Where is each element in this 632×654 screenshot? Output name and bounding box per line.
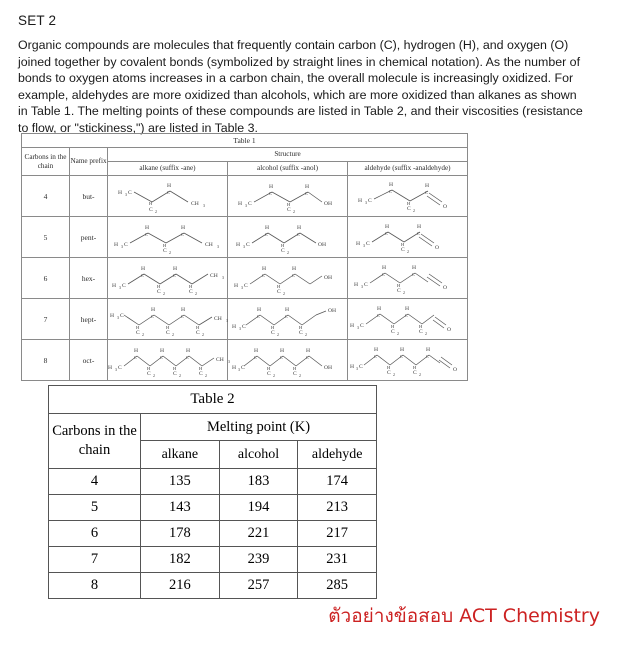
svg-text:H: H <box>396 283 400 288</box>
svg-text:H: H <box>110 313 115 319</box>
svg-text:2: 2 <box>195 292 197 296</box>
svg-text:3: 3 <box>244 204 247 208</box>
svg-text:H: H <box>235 242 240 248</box>
svg-text:C: C <box>186 355 189 360</box>
svg-text:H: H <box>173 366 177 371</box>
table-2-cell-alkane: 182 <box>141 547 220 573</box>
svg-text:C: C <box>240 365 245 371</box>
table-row <box>49 547 377 573</box>
svg-text:2: 2 <box>153 374 155 378</box>
table-1-cell-carbons: 5 <box>22 217 70 258</box>
table-2-cell-aldehyde: 285 <box>298 573 377 599</box>
svg-text:2: 2 <box>304 333 307 337</box>
svg-text:H: H <box>237 201 242 207</box>
svg-text:C: C <box>406 206 411 212</box>
svg-text:H: H <box>268 184 273 190</box>
svg-text:2: 2 <box>292 210 295 214</box>
table-2-cell-carbons: 6 <box>49 521 141 547</box>
svg-text:H: H <box>199 366 203 371</box>
svg-text:C: C <box>266 371 271 377</box>
table-2-header-alcohol: alcohol <box>219 441 298 469</box>
molecule-alkane-c7 <box>108 299 228 340</box>
svg-text:H: H <box>286 202 290 207</box>
svg-text:3: 3 <box>217 245 219 249</box>
table-row <box>22 176 468 217</box>
svg-text:C: C <box>284 314 288 319</box>
svg-text:C: C <box>134 355 137 360</box>
svg-text:C: C <box>196 330 200 336</box>
svg-text:C: C <box>124 242 128 248</box>
molecule-alkane-c4 <box>108 176 228 217</box>
table-2-cell-carbons: 4 <box>49 469 141 495</box>
svg-text:2: 2 <box>169 251 171 255</box>
svg-text:2: 2 <box>392 373 395 377</box>
svg-text:H: H <box>196 325 200 330</box>
table-2-cell-alcohol: 239 <box>219 547 298 573</box>
svg-text:O: O <box>442 285 447 291</box>
svg-text:O: O <box>446 327 451 333</box>
svg-text:O: O <box>434 245 439 251</box>
watermark-note: ตัวอย่างข้อสอบ ACT Chemistry <box>328 605 600 627</box>
table-2 <box>48 385 377 599</box>
table-2-cell-aldehyde: 213 <box>298 495 377 521</box>
svg-text:H: H <box>349 364 354 370</box>
table-2-cell-alcohol: 257 <box>219 573 298 599</box>
molecule-alkane-c5 <box>108 217 228 258</box>
svg-text:C: C <box>418 329 423 335</box>
svg-text:C: C <box>386 370 391 376</box>
table-1-header-prefix: Name prefix <box>70 148 108 176</box>
table-1-cell-prefix: oct- <box>70 340 108 381</box>
table-1-cell-prefix: hept- <box>70 299 108 340</box>
svg-text:CH: CH <box>214 316 222 322</box>
svg-text:H: H <box>163 243 167 248</box>
svg-text:C: C <box>296 232 300 237</box>
molecule-alcohol-c4 <box>228 176 348 217</box>
svg-text:C: C <box>189 289 193 295</box>
passage-block <box>18 12 598 137</box>
svg-text:3: 3 <box>222 276 224 280</box>
svg-text:H: H <box>189 284 193 289</box>
svg-text:C: C <box>280 248 285 254</box>
svg-text:3: 3 <box>237 368 240 372</box>
svg-text:C: C <box>365 241 370 247</box>
svg-text:C: C <box>173 273 176 278</box>
svg-text:C: C <box>304 191 308 196</box>
svg-text:2: 2 <box>412 209 415 213</box>
svg-text:2: 2 <box>402 291 405 295</box>
svg-text:H: H <box>388 182 393 188</box>
table-1-cell-carbons: 7 <box>22 299 70 340</box>
table-row <box>49 414 377 441</box>
svg-text:C: C <box>256 314 260 319</box>
svg-text:C: C <box>291 273 295 278</box>
svg-text:CH: CH <box>191 201 199 207</box>
table-row <box>22 299 468 340</box>
table-2-cell-aldehyde: 231 <box>298 547 377 573</box>
table-2-header-carbons: Carbons in the chain <box>49 414 141 469</box>
svg-text:H: H <box>280 243 284 248</box>
molecule-alkane-c6 <box>108 258 228 299</box>
svg-text:H: H <box>381 265 386 271</box>
svg-text:3: 3 <box>125 193 127 197</box>
svg-text:3: 3 <box>226 319 228 323</box>
svg-text:C: C <box>416 231 420 236</box>
svg-text:C: C <box>141 273 144 278</box>
svg-text:OH: OH <box>327 308 336 314</box>
svg-text:C: C <box>151 314 154 319</box>
table-row <box>22 134 468 148</box>
table-row <box>22 258 468 299</box>
svg-text:2: 2 <box>298 374 301 378</box>
svg-text:C: C <box>400 247 405 253</box>
svg-text:C: C <box>199 371 203 377</box>
svg-text:H: H <box>270 325 274 330</box>
svg-text:CH: CH <box>210 273 218 279</box>
svg-text:H: H <box>292 366 296 371</box>
svg-text:3: 3 <box>240 286 243 290</box>
svg-text:C: C <box>268 191 272 196</box>
svg-text:C: C <box>128 190 132 196</box>
table-1-cell-prefix: hex- <box>70 258 108 299</box>
svg-text:H: H <box>266 366 270 371</box>
svg-text:C: C <box>157 289 161 295</box>
table-1-header-alkane: alkane (suffix -ane) <box>108 162 228 176</box>
page-title: SET 2 <box>18 13 57 28</box>
svg-text:2: 2 <box>155 210 157 214</box>
svg-text:3: 3 <box>360 285 363 289</box>
svg-text:C: C <box>376 313 380 318</box>
svg-text:H: H <box>114 242 119 248</box>
svg-text:2: 2 <box>179 374 181 378</box>
molecule-aldehyde-c4 <box>348 176 468 217</box>
svg-text:H: H <box>108 365 113 371</box>
table-1-header-alcohol: alcohol (suffix -anol) <box>228 162 348 176</box>
table-1 <box>21 133 468 381</box>
svg-text:H: H <box>167 183 172 189</box>
svg-text:H: H <box>166 325 170 330</box>
svg-text:H: H <box>400 242 404 247</box>
table-2-header-alkane: alkane <box>141 441 220 469</box>
svg-text:2: 2 <box>202 333 204 337</box>
svg-text:C: C <box>122 283 126 289</box>
svg-text:C: C <box>145 232 148 237</box>
table-2-header-aldehyde: aldehyde <box>298 441 377 469</box>
svg-text:2: 2 <box>424 332 427 336</box>
table-2-cell-alkane: 143 <box>141 495 220 521</box>
molecule-aldehyde-c8 <box>348 340 468 381</box>
table-1-cell-carbons: 6 <box>22 258 70 299</box>
svg-text:OH: OH <box>317 242 326 248</box>
molecule-alcohol-c7 <box>228 299 348 340</box>
table-1-cell-prefix: pent- <box>70 217 108 258</box>
svg-text:H: H <box>349 323 354 329</box>
svg-text:C: C <box>163 248 167 254</box>
svg-text:C: C <box>118 365 122 371</box>
table-row <box>22 217 468 258</box>
svg-text:C: C <box>166 330 170 336</box>
svg-text:H: H <box>231 365 236 371</box>
table-row <box>49 495 377 521</box>
svg-text:C: C <box>241 324 246 330</box>
svg-text:H: H <box>181 307 186 313</box>
svg-text:H: H <box>384 224 389 230</box>
svg-text:2: 2 <box>163 292 165 296</box>
svg-text:H: H <box>261 266 266 272</box>
svg-text:2: 2 <box>272 374 275 378</box>
svg-text:H: H <box>276 284 280 289</box>
svg-text:C: C <box>181 314 184 319</box>
svg-text:C: C <box>286 207 291 213</box>
svg-text:C: C <box>367 198 372 204</box>
svg-text:C: C <box>412 370 417 376</box>
svg-text:C: C <box>384 231 388 236</box>
table-2-caption: Table 2 <box>49 386 377 414</box>
svg-text:H: H <box>412 365 416 370</box>
svg-text:OH: OH <box>323 365 332 371</box>
svg-text:C: C <box>261 273 265 278</box>
svg-text:C: C <box>270 330 275 336</box>
svg-text:H: H <box>118 190 123 196</box>
svg-text:C: C <box>253 355 257 360</box>
table-row <box>49 386 377 414</box>
table-2-cell-alcohol: 194 <box>219 495 298 521</box>
svg-text:H: H <box>418 324 422 329</box>
svg-text:C: C <box>305 355 309 360</box>
svg-text:3: 3 <box>121 245 123 249</box>
svg-text:2: 2 <box>282 292 285 296</box>
svg-text:C: C <box>264 232 268 237</box>
table-1-cell-carbons: 8 <box>22 340 70 381</box>
svg-text:3: 3 <box>364 201 367 205</box>
svg-text:C: C <box>396 288 401 294</box>
svg-text:H: H <box>399 347 404 353</box>
svg-text:H: H <box>284 307 289 313</box>
svg-text:H: H <box>181 225 186 231</box>
table-2-header-melting-point: Melting point (K) <box>141 414 377 441</box>
table-row <box>49 573 377 599</box>
svg-text:3: 3 <box>115 368 117 372</box>
molecule-aldehyde-c6 <box>348 258 468 299</box>
svg-text:H: H <box>425 347 430 353</box>
svg-text:OH: OH <box>323 275 332 281</box>
svg-text:C: C <box>160 355 163 360</box>
svg-text:C: C <box>358 364 363 370</box>
svg-text:H: H <box>145 225 150 231</box>
table-1-caption: Table 1 <box>22 134 468 148</box>
molecule-aldehyde-c5 <box>348 217 468 258</box>
svg-text:C: C <box>373 354 377 359</box>
table-2-cell-carbons: 5 <box>49 495 141 521</box>
svg-text:H: H <box>157 284 161 289</box>
svg-text:3: 3 <box>356 326 359 330</box>
table-2-cell-aldehyde: 217 <box>298 521 377 547</box>
svg-text:H: H <box>390 324 394 329</box>
molecule-alkane-c8 <box>108 340 228 381</box>
svg-text:C: C <box>279 355 283 360</box>
svg-text:C: C <box>390 329 395 335</box>
table-2-grid <box>48 385 377 599</box>
table-row <box>22 148 468 162</box>
svg-text:C: C <box>149 207 153 213</box>
svg-text:H: H <box>357 198 362 204</box>
svg-text:C: C <box>404 313 408 318</box>
svg-text:H: H <box>233 283 238 289</box>
svg-text:H: H <box>373 347 378 353</box>
svg-text:H: H <box>256 307 261 313</box>
svg-text:H: H <box>186 348 191 354</box>
table-row <box>49 521 377 547</box>
svg-text:O: O <box>442 204 447 210</box>
svg-text:C: C <box>363 282 368 288</box>
table-row <box>49 469 377 495</box>
svg-text:H: H <box>424 183 429 189</box>
svg-text:2: 2 <box>276 333 279 337</box>
svg-text:C: C <box>167 190 170 195</box>
svg-text:H: H <box>411 265 416 271</box>
svg-text:H: H <box>147 366 151 371</box>
svg-text:H: H <box>279 348 284 354</box>
table-2-cell-alkane: 178 <box>141 521 220 547</box>
svg-text:2: 2 <box>172 333 174 337</box>
svg-text:C: C <box>411 272 415 277</box>
svg-text:H: H <box>149 201 153 206</box>
svg-text:C: C <box>120 313 124 319</box>
svg-text:3: 3 <box>203 204 205 208</box>
svg-text:C: C <box>381 272 385 277</box>
svg-text:3: 3 <box>119 286 121 290</box>
svg-text:C: C <box>147 371 151 377</box>
svg-text:2: 2 <box>205 374 207 378</box>
svg-text:CH: CH <box>205 242 213 248</box>
svg-text:H: H <box>305 348 310 354</box>
svg-text:H: H <box>160 348 165 354</box>
molecule-alcohol-c6 <box>228 258 348 299</box>
svg-text:H: H <box>141 266 146 272</box>
svg-text:C: C <box>276 289 281 295</box>
table-2-cell-carbons: 7 <box>49 547 141 573</box>
svg-text:2: 2 <box>142 333 144 337</box>
svg-text:CH: CH <box>216 357 224 363</box>
svg-text:H: H <box>404 306 409 312</box>
svg-text:H: H <box>296 225 301 231</box>
svg-text:2: 2 <box>286 251 289 255</box>
svg-text:C: C <box>181 232 184 237</box>
svg-text:C: C <box>399 354 403 359</box>
svg-text:C: C <box>243 283 248 289</box>
svg-text:H: H <box>264 225 269 231</box>
table-2-cell-carbons: 8 <box>49 573 141 599</box>
svg-text:H: H <box>298 325 302 330</box>
svg-text:C: C <box>136 330 140 336</box>
table-1-header-structure: Structure <box>108 148 468 162</box>
table-2-cell-alkane: 135 <box>141 469 220 495</box>
svg-text:H: H <box>231 324 236 330</box>
table-1-header-aldehyde: aldehyde (suffix -analdehyde) <box>348 162 468 176</box>
svg-text:C: C <box>388 189 392 194</box>
table-2-cell-alcohol: 221 <box>219 521 298 547</box>
svg-text:3: 3 <box>238 327 241 331</box>
svg-text:C: C <box>298 330 303 336</box>
svg-text:H: H <box>136 325 140 330</box>
svg-text:H: H <box>353 282 358 288</box>
svg-text:O: O <box>452 367 457 373</box>
svg-text:H: H <box>173 266 178 272</box>
svg-text:H: H <box>376 306 381 312</box>
table-1-header-carbons: Carbons in the chain <box>22 148 70 176</box>
svg-text:2: 2 <box>396 332 399 336</box>
svg-text:H: H <box>304 184 309 190</box>
svg-text:H: H <box>134 348 139 354</box>
table-2-cell-alcohol: 183 <box>219 469 298 495</box>
svg-text:H: H <box>291 266 296 272</box>
svg-text:C: C <box>173 371 177 377</box>
svg-text:3: 3 <box>355 367 358 371</box>
table-1-cell-prefix: but- <box>70 176 108 217</box>
table-row <box>22 340 468 381</box>
svg-text:C: C <box>424 190 428 195</box>
table-2-cell-aldehyde: 174 <box>298 469 377 495</box>
svg-text:H: H <box>406 201 410 206</box>
svg-text:H: H <box>112 283 117 289</box>
passage-text: Organic compounds are molecules that frequently contain carbon (C), hydrogen (H), and oxygen (O) joined together by covalent bonds (symbolized by straight lines in chemical notation). As the number of bonds to oxygen atoms increases in a carbon chain, the overall molecule is increasingly oxidized. For example, aldehydes are more oxidized than alcohols, which are more oxidized than alkanes as shown in Table 1. The melting points of these compounds are listed in Table 2, and their viscosities (resistance to flow, or "stickiness,") are listed in Table 3. <box>18 38 583 135</box>
svg-text:C: C <box>292 371 297 377</box>
molecule-alcohol-c5 <box>228 217 348 258</box>
svg-text:H: H <box>386 365 390 370</box>
table-1-grid <box>21 133 468 381</box>
svg-text:2: 2 <box>418 373 421 377</box>
svg-text:H: H <box>253 348 258 354</box>
svg-text:C: C <box>245 242 250 248</box>
svg-text:H: H <box>151 307 156 313</box>
svg-text:C: C <box>425 354 429 359</box>
svg-text:H: H <box>416 224 421 230</box>
table-1-cell-carbons: 4 <box>22 176 70 217</box>
molecule-alcohol-c8 <box>228 340 348 381</box>
svg-text:3: 3 <box>117 316 119 320</box>
svg-text:3: 3 <box>242 245 245 249</box>
svg-text:C: C <box>247 201 252 207</box>
molecule-aldehyde-c7 <box>348 299 468 340</box>
svg-text:3: 3 <box>362 244 365 248</box>
svg-text:3: 3 <box>228 360 230 364</box>
svg-text:H: H <box>355 241 360 247</box>
svg-text:C: C <box>359 323 364 329</box>
svg-text:OH: OH <box>323 201 332 207</box>
svg-text:2: 2 <box>406 250 409 254</box>
table-2-cell-alkane: 216 <box>141 573 220 599</box>
